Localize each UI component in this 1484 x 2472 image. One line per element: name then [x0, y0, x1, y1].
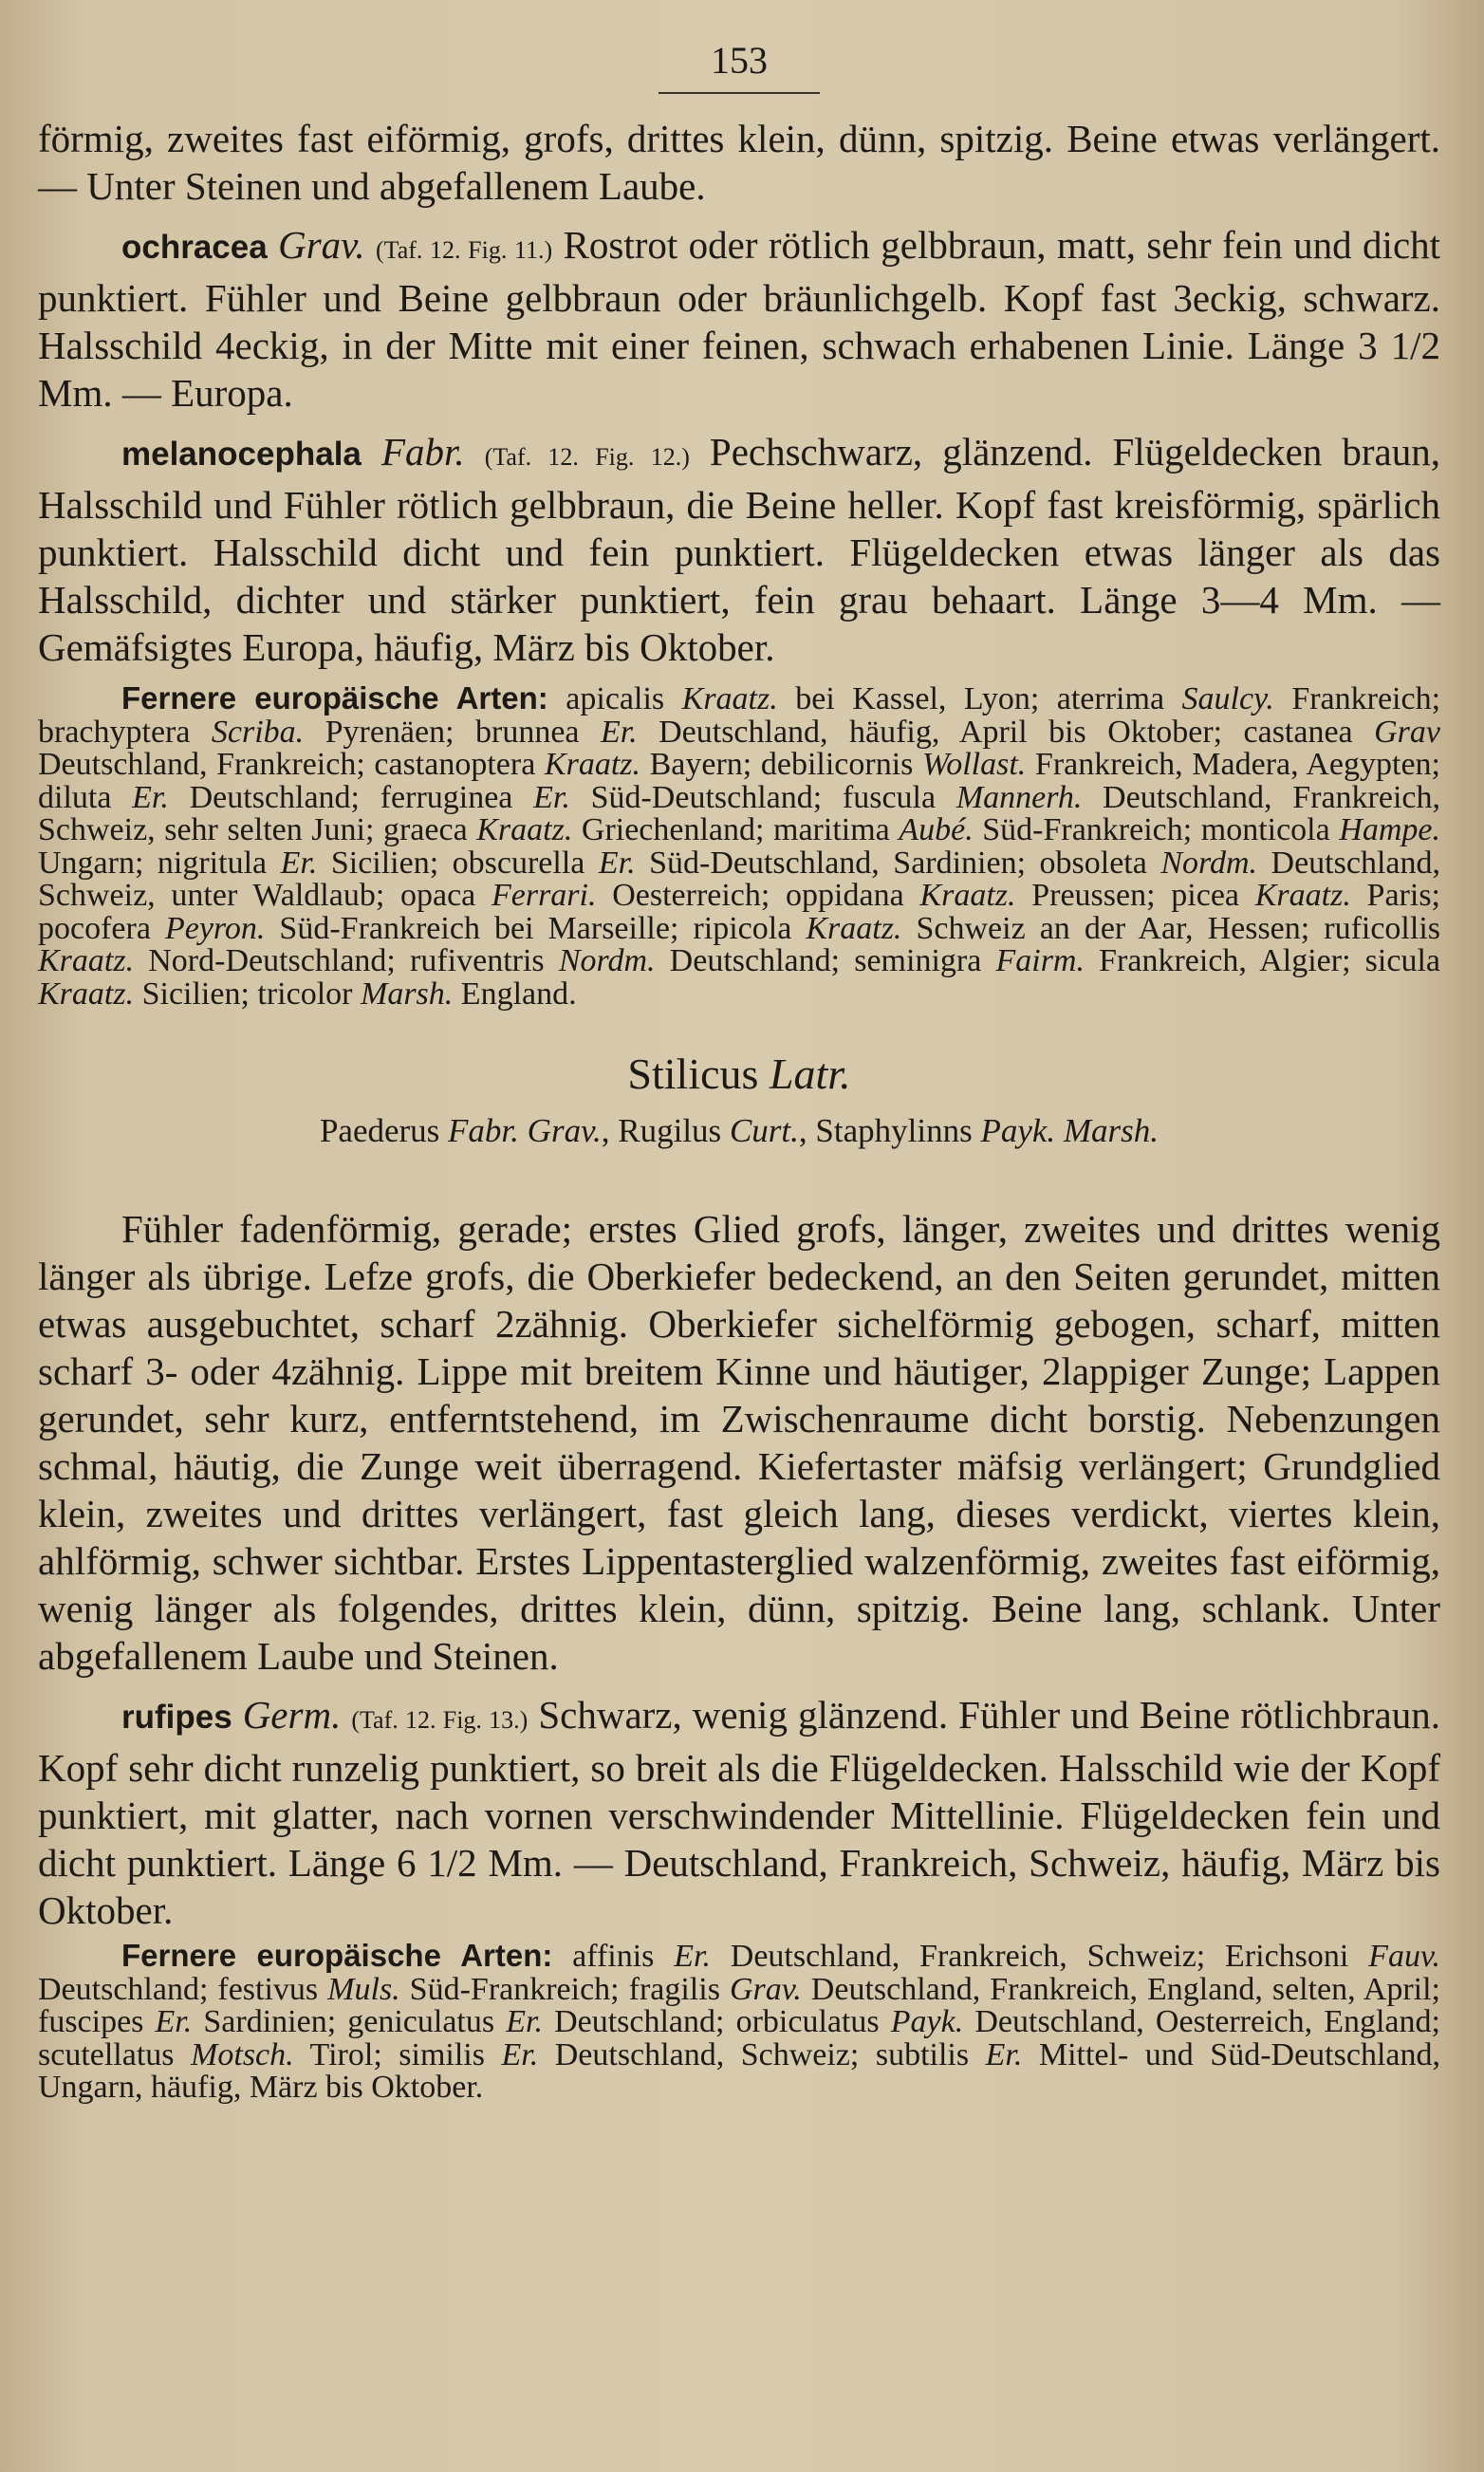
- author-citation: Kraatz.: [476, 812, 573, 847]
- author-citation: Payk.: [890, 2004, 964, 2039]
- author-citation: Er.: [598, 845, 636, 881]
- text-run: Süd-Frankreich bei Marseille; ripicola: [265, 910, 807, 946]
- text-run: Frankreich, Madera, Aegypten; diluta: [38, 747, 1440, 815]
- text-run: Sicilien; obscurella: [317, 845, 599, 881]
- author-citation: Grav.: [729, 1971, 802, 2007]
- genus-author: Latr.: [769, 1050, 851, 1098]
- author-citation: Grav: [1374, 714, 1440, 750]
- text-run: Deutschland; seminigra: [655, 943, 996, 978]
- author-citation: Saulcy.: [1181, 681, 1274, 716]
- text-run: Süd-Frankreich; fragilis: [399, 1971, 730, 2007]
- further-species-label: Fernere europäische Arten:: [121, 1938, 553, 1973]
- author-citation: Nordm.: [1160, 845, 1258, 881]
- author-citation: Er.: [132, 779, 169, 815]
- text-run: Deutschland, Oesterreich, England; scutellatus: [38, 2004, 1440, 2072]
- text-run: Mittel- und Süd-Deutschland, Ungarn, häufig, März bis Oktober.: [38, 2036, 1440, 2105]
- genus-name: Stilicus: [627, 1050, 759, 1098]
- text-run: Oesterreich; oppidana: [596, 878, 920, 913]
- text-run: Süd-Deutschland; fuscula: [569, 779, 956, 815]
- text-run: Deutschland, Frankreich, Schweiz, sehr selten Juni; graeca: [38, 779, 1440, 847]
- author-citation: Kraatz.: [38, 943, 135, 978]
- text-run: Deutschland, Frankreich, England, selten, April; fuscipes: [38, 1971, 1440, 2039]
- author-citation: Er.: [985, 2036, 1023, 2072]
- text-run: Tirol; similis: [293, 2036, 502, 2072]
- text-run: Deutschland; festivus: [38, 1971, 328, 2007]
- author-citation: Er.: [155, 2004, 193, 2039]
- author-citation: Er.: [506, 2004, 543, 2039]
- page-number: 153: [711, 39, 768, 82]
- author-citation: Wollast.: [922, 747, 1027, 782]
- text-run: Deutschland, Schweiz, unter Waldlaub; opaca: [38, 845, 1440, 913]
- text-run: Paris; pocofera: [38, 878, 1440, 946]
- author-citation: Fairm.: [995, 943, 1085, 978]
- author-citation: Nordm.: [558, 943, 656, 978]
- text-run: Deutschland, Schweiz; subtilis: [538, 2036, 986, 2072]
- author-citation: Kraatz.: [544, 747, 641, 782]
- species-ochracea: [38, 221, 1440, 417]
- intro-paragraph: förmig, zweites fast eiförmig, grofs, drittes klein, dünn, spitzig. Beine etwas verlängert. — Unter Steinen und abgefallenem Laube.: [38, 117, 1440, 208]
- species-name: rufipes: [121, 1699, 232, 1736]
- species-name: ochracea: [121, 229, 268, 266]
- author-citation: Muls.: [327, 1971, 400, 2007]
- author-citation: Marsh.: [361, 976, 454, 1012]
- species-description: Schwarz, wenig glänzend. Fühler und Beine rötlichbraun. Kopf sehr dicht runzelig punktiert, so breit als die Flügeldecken. Halsschild wie der Kopf punktiert, mit glatter, nach vornen verschwindender Mittellinie. Flügeldecken fein und dicht punktiert. Länge 6 1/2 Mm. — Deutschland, Frankreich, Schweiz, häufig, März bis Oktober.: [38, 1693, 1440, 1932]
- author-citation: Ferrari.: [491, 878, 597, 913]
- author-citation: Payk. Marsh.: [980, 1112, 1159, 1149]
- author-citation: Kraatz.: [919, 878, 1016, 913]
- author-citation: Kraatz.: [1254, 878, 1351, 913]
- text-run: Frankreich; brachyptera: [38, 681, 1441, 750]
- species-name: melanocephala: [121, 436, 362, 473]
- genus-description: Fühler fadenförmig, gerade; erstes Glied grofs, länger, zweites und drittes wenig länger als übrige. Lefze grofs, die Oberkiefer bedeckend, an den Seiten gerundet, mitten etwas ausgebuchtet, scharf 2zähnig. Oberkiefer sichelförmig gebogen, scharf, mitten scharf 3- oder 4zähnig. Lippe mit breitem Kinne und häutiger, 2lappiger Zunge; Lappen gerundet, sehr kurz, entferntstehend, im Zwischenraume dicht borstig. Nebenzungen schmal, häutig, die Zunge weit überragend. Kiefertaster mäfsig verlängert; Grundglied klein, zweites und drittes verlängert, fast gleich lang, dieses verdickt, viertes klein, ahlförmig, schwer sichtbar. Erstes Lippentasterglied walzenförmig, zweites fast eiförmig, wenig länger als folgendes, drittes klein, dünn, spitzig. Beine lang, schlank. Unter abgefallenem Laube und Steinen.: [38, 1207, 1440, 1678]
- author-citation: Curt.: [729, 1112, 799, 1149]
- author-citation: Kraatz.: [38, 976, 135, 1012]
- author-citation: Er.: [674, 1939, 711, 1974]
- text-run: Süd-Frankreich; monticola: [973, 812, 1340, 847]
- text-run: apicalis: [566, 681, 682, 716]
- text-run: Deutschland, häufig, April bis Oktober; castanea: [637, 714, 1375, 750]
- text-run: affinis: [572, 1939, 675, 1974]
- text-run: bei Kassel, Lyon; aterrima: [777, 681, 1182, 716]
- author-citation: Fabr. Grav.: [448, 1112, 602, 1149]
- author-citation: Er.: [501, 2036, 539, 2072]
- genus-synonyms: [38, 1112, 1440, 1150]
- species-description: Pechschwarz, glänzend. Flügeldecken braun, Halsschild und Fühler rötlich gelbbraun, die Beine heller. Kopf fast kreisförmig, spärlich punktiert. Halsschild dicht und fein punktiert. Flügeldecken etwas länger als das Halsschild, dichter und stärker punktiert, fein grau behaart. Länge 3—4 Mm. — Gemäfsigtes Europa, häufig, März bis Oktober.: [38, 430, 1441, 669]
- text-run: Nord-Deutschland; rufiventris: [134, 943, 559, 978]
- author-citation: Aubé.: [899, 812, 974, 847]
- text-run: England.: [453, 976, 577, 1012]
- author-citation: Mannerh.: [955, 779, 1083, 815]
- author-citation: Peyron.: [164, 910, 266, 946]
- author-citation: Er.: [280, 845, 318, 881]
- species-melanocephala: [38, 428, 1440, 671]
- species-description: Rostrot oder rötlich gelbbraun, matt, sehr fein und dicht punktiert. Fühler und Beine gelbbraun oder bräunlichgelb. Kopf fast 3eckig, schwarz. Halsschild 4eckig, in der Mitte mit einer feinen, schwach erhabenen Linie. Länge 3 1/2 Mm. — Europa.: [38, 223, 1441, 415]
- text-run: Pyrenäen; brunnea: [304, 714, 601, 750]
- genus-heading: [38, 1049, 1440, 1099]
- text-run: Sicilien; tricolor: [134, 976, 361, 1012]
- species-author: Fabr.: [380, 430, 465, 474]
- author-citation: Kraatz.: [806, 910, 902, 946]
- text-run: Paederus: [319, 1112, 449, 1149]
- author-citation: Scriba.: [211, 714, 305, 750]
- plate-reference: (Taf. 12. Fig. 13.): [351, 1706, 529, 1734]
- text-run: Ungarn; nigritula: [38, 845, 281, 881]
- further-species-label: Fernere europäische Arten:: [121, 680, 548, 716]
- plate-reference: (Taf. 12. Fig. 11.): [375, 236, 553, 264]
- author-citation: Hampe.: [1339, 812, 1440, 847]
- species-author: Grav.: [278, 223, 365, 267]
- author-citation: Er.: [533, 779, 570, 815]
- text-run: Deutschland; orbiculatus: [542, 2004, 891, 2039]
- text-run: Bayern; debilicornis: [640, 747, 923, 782]
- text-run: Sardinien; geniculatus: [192, 2004, 507, 2039]
- text-run: Deutschland, Frankreich; castanoptera: [38, 747, 545, 782]
- further-species-list: [38, 1940, 1440, 2105]
- text-run: Griechenland; maritima: [572, 812, 900, 847]
- text-run: Schweiz an der Aar, Hessen; ruficollis: [901, 910, 1441, 946]
- author-citation: Motsch.: [191, 2036, 294, 2072]
- further-species-list: [38, 682, 1440, 1011]
- text-run: Preussen; picea: [1015, 878, 1255, 913]
- species-rufipes: [38, 1691, 1440, 1934]
- plate-reference: (Taf. 12. Fig. 12.): [484, 443, 690, 471]
- text-run: , Rugilus: [601, 1112, 730, 1149]
- author-citation: Fauv.: [1368, 1939, 1441, 1974]
- text-run: Frankreich, Algier; sicula: [1084, 943, 1440, 978]
- species-author: Germ.: [242, 1693, 342, 1737]
- text-run: , Staphylinns: [798, 1112, 981, 1149]
- text-run: Deutschland; ferruginea: [168, 779, 534, 815]
- text-run: Deutschland, Frankreich, Schweiz; Erichsoni: [710, 1939, 1369, 1974]
- author-citation: Kraatz.: [681, 681, 778, 716]
- text-run: Süd-Deutschland, Sardinien; obsoleta: [635, 845, 1161, 881]
- author-citation: Er.: [600, 714, 638, 750]
- header-rule: [659, 92, 820, 94]
